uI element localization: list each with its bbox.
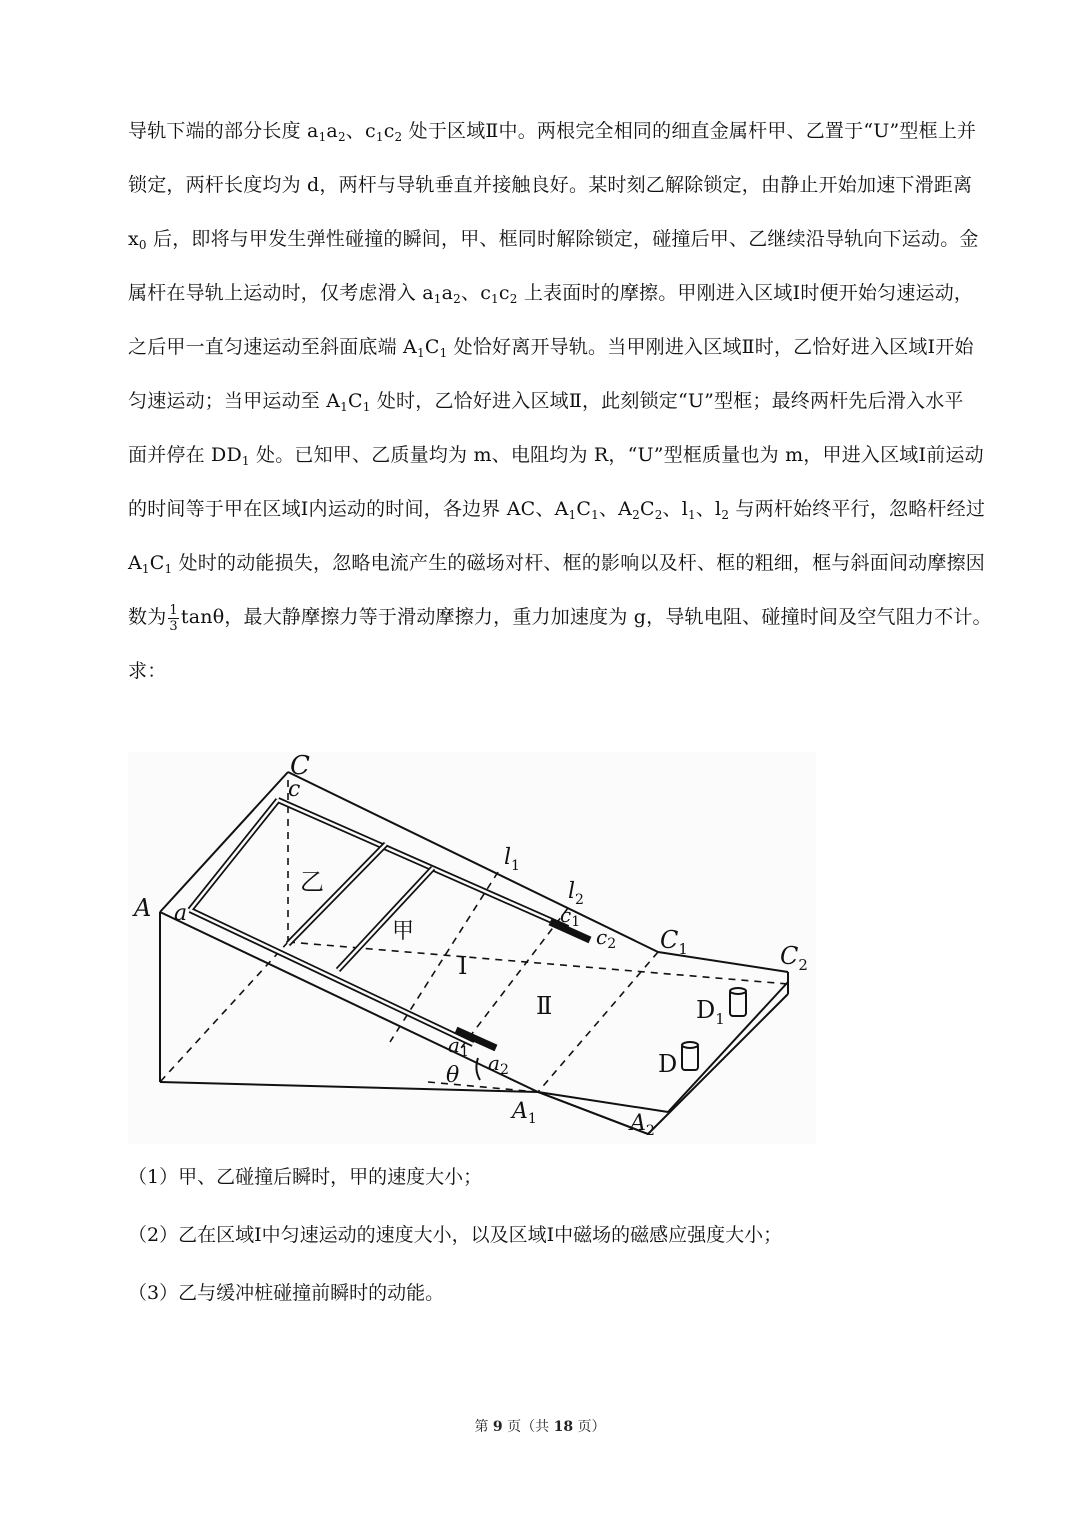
hidden-base-line (288, 942, 788, 984)
text-line-11: 求： (128, 660, 167, 682)
label-c: c (288, 777, 301, 802)
question-2: （2）乙在区域Ⅰ中匀速运动的速度大小，以及区域Ⅰ中磁场的磁感应强度大小； (128, 1224, 783, 1246)
label-a2: $a_2$ (488, 1051, 509, 1078)
label-c1: $c_1$ (560, 903, 581, 930)
label-D1: $D_1$ (696, 996, 725, 1028)
total-pages: 18 (553, 1419, 574, 1435)
text-line-2: 锁定，两杆长度均为 d，两杆与导轨垂直并接触良好。某时刻乙解除锁定，由静止开始加速下滑距离 (128, 174, 973, 196)
label-a: a (174, 901, 188, 926)
page-footer: 第 9 页（共 18 页） (474, 1419, 606, 1435)
slope-front-edge (160, 912, 538, 1092)
label-C: C (290, 752, 310, 781)
label-A1: $A_1$ (512, 1099, 537, 1127)
incline-diagram (128, 752, 816, 1144)
text-line-6: 匀速运动；当甲运动至 $A_1C_1$ 处时，乙恰好进入区域Ⅱ，此刻锁定“U”型框；最终两杆先后滑入水平 (128, 390, 964, 414)
text-line-4: 属杆在导轨上运动时，仅考虑滑入 $a_1a_2$、$c_1c_2$ 上表面时的摩擦。甲刚进入区域Ⅰ时便开始匀速运动， (128, 282, 974, 306)
text-line-10: 数为 $\frac{1}{3}$ tanθ，最大静摩擦力等于滑动摩擦力，重力加速度为 g，导轨电阻、碰撞时间及空气阻力不计。 (128, 602, 992, 634)
text-line-1: 导轨下端的部分长度 $a_1a_2$、$c_1c_2$ 处于区域Ⅱ中。两根完全相同的细直金属杆甲、乙置于“U”型框上并 (128, 120, 977, 144)
text-line-7: 面并停在 $DD_1$ 处。已知甲、乙质量均为 m、电阻均为 R，“U”型框质量也为 m，甲进入区域Ⅰ前运动 (128, 444, 984, 468)
flat-top-front (538, 1092, 668, 1112)
question-3: （3）乙与缓冲桩碰撞前瞬时的动能。 (128, 1282, 445, 1304)
label-c2: $c_2$ (596, 925, 617, 952)
label-region-1: Ⅰ (458, 952, 468, 980)
label-A2: $A_2$ (630, 1111, 655, 1139)
fraction-one-third: $\frac{1}{3}$ (169, 602, 178, 634)
label-D: D (658, 1050, 678, 1078)
label-a1: $a_1$ (448, 1033, 469, 1060)
text-line-9: $A_1C_1$ 处时的动能损失，忽略电流产生的磁场对杆、框的影响以及杆、框的粗细，框与斜面间动摩擦因 (128, 552, 986, 576)
hidden-back-vertical (160, 942, 288, 1082)
label-C1: $C_1$ (660, 926, 688, 958)
problem-text (128, 104, 992, 698)
label-region-2: Ⅱ (536, 992, 553, 1020)
slope-top-edge (160, 772, 288, 912)
text-line-3: $x_0$ 后，即将与甲发生弹性碰撞的瞬间，甲、框同时解除锁定，碰撞后甲、乙继续沿导轨向下运动。金 (128, 228, 979, 252)
label-jia: 甲 (392, 919, 415, 944)
label-yi: 乙 (300, 868, 324, 896)
text-line-8: 的时间等于甲在区域Ⅰ内运动的时间，各边界 AC、$A_1C_1$、$A_2C_2$、$l_1$、$l_2$ 与两杆始终平行，忽略杆经过 (128, 498, 986, 522)
page-number: 9 (492, 1419, 503, 1435)
text-line-5: 之后甲一直匀速运动至斜面底端 $A_1C_1$ 处恰好离开导轨。当甲刚进入区域Ⅱ时，乙恰好进入区域Ⅰ开始 (128, 336, 974, 360)
theta-arc (476, 1058, 480, 1080)
diagram-svg (128, 752, 816, 1144)
boundary-A1C1 (538, 952, 658, 1092)
label-C2: $C_2$ (780, 942, 808, 974)
label-theta: θ (446, 1063, 460, 1088)
boundary-l2 (458, 908, 568, 1052)
label-A: A (134, 894, 152, 922)
label-l2: $l_2$ (568, 879, 584, 908)
question-1: （1）甲、乙碰撞后瞬时，甲的速度大小； (128, 1166, 483, 1188)
bottom-front-edge (160, 1082, 648, 1134)
label-l1: $l_1$ (504, 845, 520, 874)
